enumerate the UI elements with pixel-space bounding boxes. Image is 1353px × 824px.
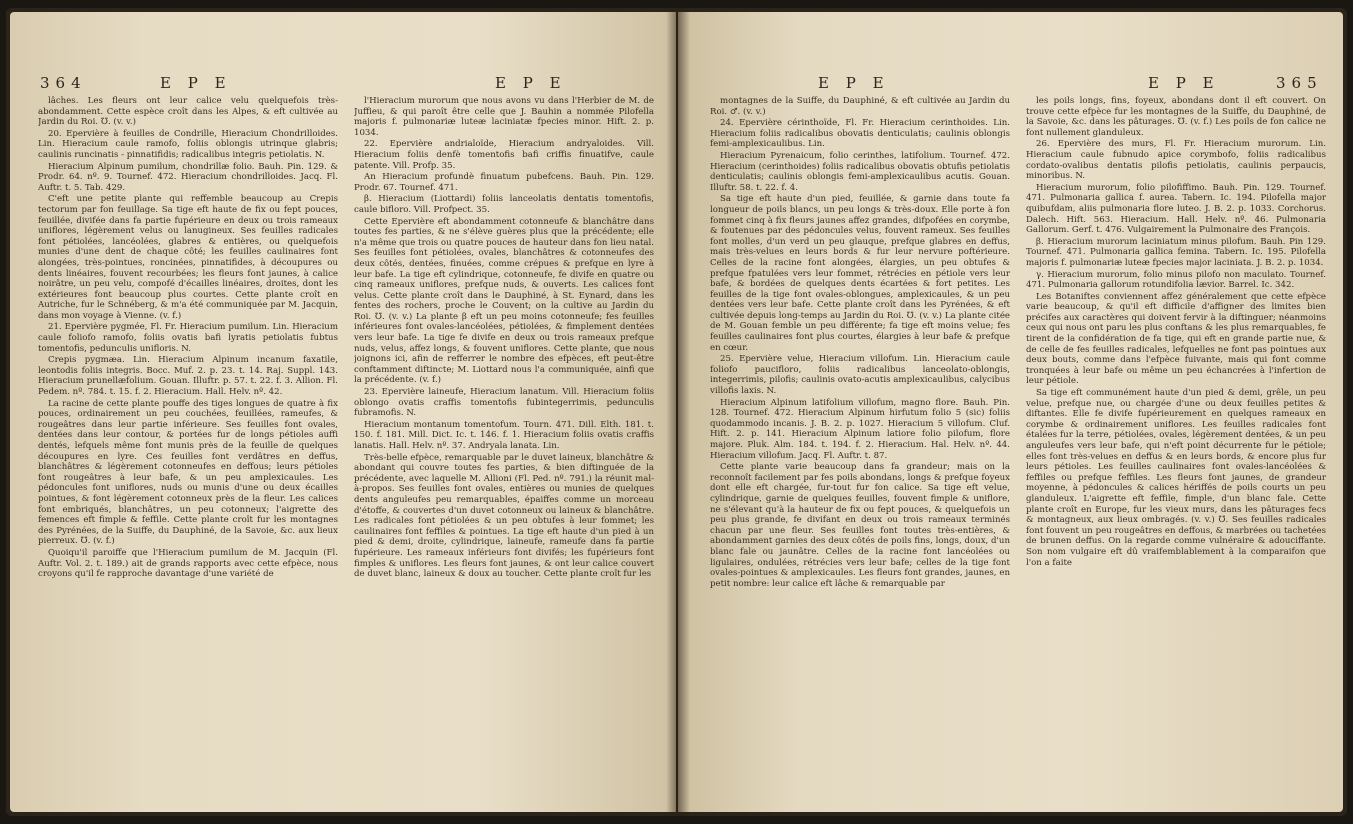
paragraph: 22. Epervière andrialoïde, Hieracium andryaloides. Vill. Hieracium foliis denfè tomentofis bafi criffis finuatifve, caule patente. Vill. Profp. 35. [354,139,654,171]
paragraph: β. Hieracium murorum laciniatum minus pilofum. Bauh. Pin 129. Tournef. 471. Pulmonaria gallica femina. Tabern. Ic. 195. Pilofella majoris f. pulmonariæ luteæ fpecies major laciniata. J. B. 2. p. 1034. [1026,236,1326,268]
open-book [6,8,1347,816]
left-page-running-head-right: E P E [495,74,567,92]
paragraph: 21. Epervière pygmée, Fl. Fr. Hieracium pumilum. Lin. Hieracium caule foliofo ramofo, foliis ovatis bafi lyratis petiolatis fubtus tomentofis, pedunculis unifloris. N. [38,322,338,354]
paragraph: l'Hieracium murorum que nous avons vu dans l'Herbier de M. de Juffieu, & qui paroît être celle que J. Bauhin a nommée Pilofella majoris f. pulmonariæ luteæ laciniatæ fpecies minor. Hift. 2. p. 1034. [354,96,654,138]
paragraph: 24. Epervière cérinthoïde, Fl. Fr. Hieracium cerinthoides. Lin. Hieracium foliis radicalibus obovatis denticulatis; caulinis oblongis femi-amplexicaulibus. Lin. [710,118,1010,150]
right-page [678,12,1343,812]
right-page-column-1 [710,96,1010,801]
right-page-running-head-left: E P E [818,74,890,92]
right-page-running-head-right: E P E [1148,74,1220,92]
paragraph: An Hieracium profundè finuatum pubefcens. Bauh. Pin. 129. Prodr. 67. Tournef. 471. [354,172,654,193]
paragraph: Sa tige eft haute d'un pied, feuillée, & garnie dans toute fa longueur de poils blancs, un peu longs & très-doux. Elle porte à fon fommet cinq à fix fleurs jaunes affez grandes, difpofées en corymbe, & foutenues par des pédoncules velus, fouvent rameux. Ses feuilles font molles, d'un verd un peu glauque, prefque glabres en deffus, mais très-velues en leurs bords & fur leur nervure poftérieure. Celles de la racine font alongées, élargies, un peu obtufes & prefque fpatulées vers leur fommet, rétrécies en pétiole vers leur bafe, & bordées de quelques dents écartées & fort petites. Les feuilles de la tige font ovales-oblongues, amplexicaules, & un peu dentées vers leur bafe. Cette plante croît dans les Pyrénées, & eft cultivée depuis long-temps au Jardin du Roi. ℧. (v. v.) La plante citée de M. Gouan femble un peu différente; fa tige eft moins velue; fes feuilles caulinaires font plus courtes, élargies à leur bafe & prefque en cœur. [710,194,1010,353]
book-gutter [666,8,690,816]
paragraph: montagnes de la Suiffe, du Dauphiné, & eft cultivée au Jardin du Roi. ♂. (v. v.) [710,96,1010,117]
paragraph: 26. Epervière des murs, Fl. Fr. Hieracium murorum. Lin. Hieracium caule fubnudo apice corymbofo, foliis radicalibus cordato-ovalibus dentatis pilofis petiolatis, caulinis perpaucis, minoribus. N. [1026,139,1326,182]
paragraph: Hieracium montanum tomentofum. Tourn. 471. Dill. Elth. 181. t. 150. f. 181. Mill. Dict. Ic. t. 146. f. 1. Hieracium foliis ovatis craffis lanatis. Hall. Helv. nº. 37. Andryala lanata. Lin. [354,419,654,451]
right-page-column-2 [1026,96,1326,801]
left-page-column-2 [354,96,654,801]
paragraph: Les Botaniftes conviennent affez généralement que cette efpèce varie beaucoup, & qu'il eft difficile d'affigner des limites bien précifes aux caractères qui doivent fervir à la diftinguer; néanmoins ceux qui nous ont paru les plus conftans & les plus remarquables, fe tirent de la confidération de fa tige, qui eft en grande partie nue, & de celle de fes feuilles radicales, lefquelles ne font pas pointues aux deux bouts, comme dans l'efpèce fuivante, mais qui font comme tronquées à leur bafe ou même un peu échancrées à l'infertion de leur pétiole. [1026,291,1326,387]
paragraph: C'eft une petite plante qui reffemble beaucoup au Crepis tectorum par fon feuillage. Sa tige eft haute de fix ou fept pouces, feuillée, divifée dans fa partie fupérieure en deux ou trois rameaux uniflores, légèrement velus ou lanugineux. Ses feuilles radicales font pétiolées, lancéolées, glabres & entières, ou quelquefois munies d'une dent de chaque côté; les feuilles caulinaires font alongées, très-pointues, roncinées, pinnatifides, à découpures ou dents linéaires, fouvent recourbées; les fleurs font jaunes, à calice noirâtre, un peu velu, compofé d'écailles linéaires, droites, dont les extérieures font beaucoup plus courtes. Cette plante croît en Autriche, fur le Schnéberg, & m'a été communiquée par M. Jacquin, dans mon voyage à Vienne. (v. f.) [38,194,338,321]
paragraph: La racine de cette plante pouffe des tiges longues de quatre à fix pouces, ordinairement un peu couchées, feuillées, rameufes, & rougeâtres dans leur partie inférieure. Ses feuilles font ovales, dentées dans leur contour, & portées fur de longs pétioles auffi dentés, lefquels même font munis près de la feuille de quelques découpures en lyre. Ces feuilles font verdâtres en deffus, blanchâtres & légèrement cotonneufes en deffous; leurs pétioles font rougeâtres à leur bafe, & un peu amplexicaules. Les pédoncules font uniflores, nuds ou munis d'une ou deux écailles pointues, & font légèrement cotonneux près de la fleur. Les calices font embriqués, blanchâtres, un peu cotonneux; l'aigrette des femences eft fimple & feffile. Cette plante croît fur les montagnes des Pyrénées, de la Suiffe, du Dauphiné, de la Savoie, &c. aux lieux pierreux. ℧. (v. f.) [38,398,338,547]
paragraph: lâches. Les fleurs ont leur calice velu quelquefois très-abondamment. Cette espèce croît dans les Alpes, & eft cultivée au Jardin du Roi. ℧. (v. v.) [38,96,338,128]
left-page-column-1 [38,96,338,801]
paragraph: Cette plante varie beaucoup dans fa grandeur; mais on la reconnoît facilement par fes poils abondans, longs & prefque foyeux dont elle eft chargée, fur-tout fur fon calice. Sa tige eft velue, cylindrique, garnie de quelques feuilles, fouvent fimple & uniflore, ne s'élevant qu'à la hauteur de fix ou fept pouces, & quelquefois un peu plus grande, fe divifant en deux ou trois rameaux terminés chacun par une fleur. Ses feuilles font toutes très-entières, & abondamment garnies des deux côtés de poils fins, longs, doux, d'un blanc fale ou jaunâtre. Celles de la racine font lancéolées ou ligulaires, ondulées, rétrécies vers leur bafe; celles de la tige font ovales-pointues & amplexicaules. Les fleurs font grandes, jaunes, en petit nombre: leur calice eft lâche & remarquable par [710,462,1010,589]
paragraph: Hieracium Alpinum pumilum, chondrillæ folio. Bauh. Pin. 129. & Prodr. 64. nº. 9. Tournef. 472. Hieracium chondrilloides. Jacq. Fl. Auftr. t. 5. Tab. 429. [38,161,338,193]
paragraph: Cette Epervière eft abondamment cotonneufe & blanchâtre dans toutes fes parties, & ne s'élève guères plus que la précédente; elle n'a même que trois ou quatre pouces de hauteur dans fon lieu natal. Ses feuilles font pétiolées, ovales, blanchâtres & cotonneufes des deux côtés, dentées, finuées, comme crépues & prefque en lyre à leur bafe. La tige eft cylindrique, cotonneufe, fe divife en quatre ou cinq rameaux uniflores, prefque nuds, & ouverts. Les calices font velus. Cette plante croît dans le Dauphiné, à St. Eynard, dans les fentes des rochers, proche le Couvent; on la cultive au Jardin du Roi. ℧. (v. v.) La plante β eft un peu moins cotonneufe; fes feuilles inférieures font ovales-lancéolées, pétiolées, & fimplement dentées vers leur bafe. La tige fe divife en deux ou trois rameaux prefque nuds, velus, affez longs, & fouvent uniflores. Cette plante, que nous joignons ici, afin de refferrer le nombre des efpèces, eft peut-être conftamment diftincte; M. Liottard nous l'a communiquée, ainfi que la précédente. (v. f.) [354,216,654,386]
paragraph: Hieracium Pyrenaicum, folio cerinthes, latifolium. Tournef. 472. Hieracium (cerinthoides) foliis radicalibus obovatis obtufis petiolatis denticulatis; caulinis oblongis femi-amplexicaulibus acutis. Gouan. Illuftr. 58. t. 22. f. 4. [710,150,1010,193]
paragraph: γ. Hieracium murorum, folio minus pilofo non maculato. Tournef. 471. Pulmonaria gallorum rotundifolia lævior. Barrel. Ic. 342. [1026,269,1326,291]
left-page [10,12,676,812]
paragraph: Hieracium murorum, folio pilofiffimo. Bauh. Pin. 129. Tournef. 471. Pulmonaria gallica f. aurea. Tabern. Ic. 194. Pilofella major quibufdam, aliis pulmonaria flore luteo. J. B. 2. p. 1033. Corchorus. Dalech. Hift. 563. Hieracium. Hall. Helv. nº. 46. Pulmonaria Gallorum. Gerf. t. 476. Vulgairement la Pulmonaire des François. [1026,182,1326,236]
right-page-number: 365 [1276,74,1323,92]
paragraph: 25. Epervière velue, Hieracium villofum. Lin. Hieracium caule foliofo paucifloro, foliis radicalibus lanceolato-oblongis, integerrimis, pilofis; caulinis ovato-acutis amplexicaulibus, calycibus villofis laxis. N. [710,354,1010,397]
left-page-number: 364 [40,74,87,92]
paragraph: Quoiqu'il paroiffe que l'Hieracium pumilum de M. Jacquin (Fl. Auftr. Vol. 2. t. 189.) ait de grands rapports avec cette efpèce, nous croyons qu'il fe rapproche davantage d'une variété de [38,547,338,580]
paragraph: 23. Epervière laineufe, Hieracium lanatum. Vill. Hieracium foliis oblongo ovatis craffis tomentofis fubintegerrimis, pedunculis fubramofis. N. [354,387,654,419]
left-page-running-head-left: E P E [160,74,232,92]
paragraph: Hieracium Alpinum latifolium villofum, magno flore. Bauh. Pin. 128. Tournef. 472. Hieracium Alpinum hirfutum folio 5 (sic) foliis quodammodo incanis. J. B. 2. p. 1027. Hieracium 5 villofum. Cluf. Hift. 2. p. 141. Hieracium Alpinum latiore folio pilofum, flore majore. Pluk. Alm. 184. t. 194. f. 2. Hieracium. Hal. Helv. nº. 44. Hieracium villofum. Jacq. Fl. Auftr. t. 87. [710,397,1010,461]
paragraph: 20. Epervière à feuilles de Condrille, Hieracium Chondrilloides. Lin. Hieracium caule ramofo, foliis oblongis utrinque glabris; caulinis runcinatis - pinnatifidis; radicalibus integris petiolatis. N. [38,128,338,160]
paragraph: Très-belle efpèce, remarquable par le duvet laineux, blanchâtre & abondant qui couvre toutes fes parties, & bien diftinguée de la précédente, avec laquelle M. Allioni (Fl. Ped. nº. 791.) la réunit mal-à-propos. Ses feuilles font ovales, entières ou munies de quelques dents anguleufes peu remarquables, épaiffes comme un morceau d'étoffe, & couvertes d'un duvet cotonneux ou laineux & blanchâtre. Les radicales font pétiolées & un peu obtufes à leur fommet; les caulinaires font feffiles & pointues. La tige eft haute d'un pied à un pied & demi, droite, cylindrique, laineufe, rameufe dans fa partie fupérieure. Les rameaux inférieurs font divifés; les fupérieurs font fimples & uniflores. Les fleurs font jaunes, & ont leur calice couvert de duvet blanc, laineux & doux au toucher. Cette plante croît fur les [354,452,654,580]
paragraph: Sa tige eft communément haute d'un pied & demi, grêle, un peu velue, prefque nue, ou chargée d'une ou deux feuilles petites & diftantes. Elle fe divife fupérieurement en quelques rameaux en corymbe & ordinairement uniflores. Les feuilles radicales font étalées fur la terre, pétiolées, ovales, légèrement dentées, & un peu anguleufes vers leur bafe, qui n'eft point décurrente fur le pétiole; elles font très-velues en deffus & en leurs bords, & encore plus fur leurs pétioles. Les feuilles caulinaires font ovales-lancéolées & feffiles ou prefque feffiles. Les fleurs font jaunes, de grandeur moyenne, à pédoncules & calices hériffés de poils courts un peu glanduleux. L'aigrette eft feffile, fimple, d'un blanc fale. Cette plante croît en Europe, fur les vieux murs, dans les pâturages fecs & montagneux, aux lieux ombragés. (v. v.) ℧. Ses feuilles radicales font fouvent un peu rougeâtres en deffous, & marbrées ou tachetées de brunen deffus. On la regarde comme vulnéraire & adouciffante. Son nom vulgaire eft dû vraifemblablement à la comparaifon que l'on a faite [1026,388,1326,568]
paragraph: les poils longs, fins, foyeux, abondans dont il eft couvert. On trouve cette efpèce fur les montagnes de la Suiffe, du Dauphiné, de la Savoie, &c. dans les pâturages. ℧. (v. f.) Les poils de fon calice ne font nullement glanduleux. [1026,96,1326,138]
paragraph: Crepis pygmæa. Lin. Hieracium Alpinum incanum faxatile, leontodis foliis integris. Bocc. Muf. 2. p. 23. t. 14. Raj. Suppl. 143. Hieracium prunellæfolium. Gouan. Illuftr. p. 57. t. 22. f. 3. Allion. Fl. Pedem. nº. 784. t. 15. f. 2. Hieracium. Hall. Helv. nº. 42. [38,355,338,398]
paragraph: β. Hieracium (Liottardi) foliis lanceolatis dentatis tomentofis, caule bifloro. Vill. Profpect. 35. [354,194,654,215]
